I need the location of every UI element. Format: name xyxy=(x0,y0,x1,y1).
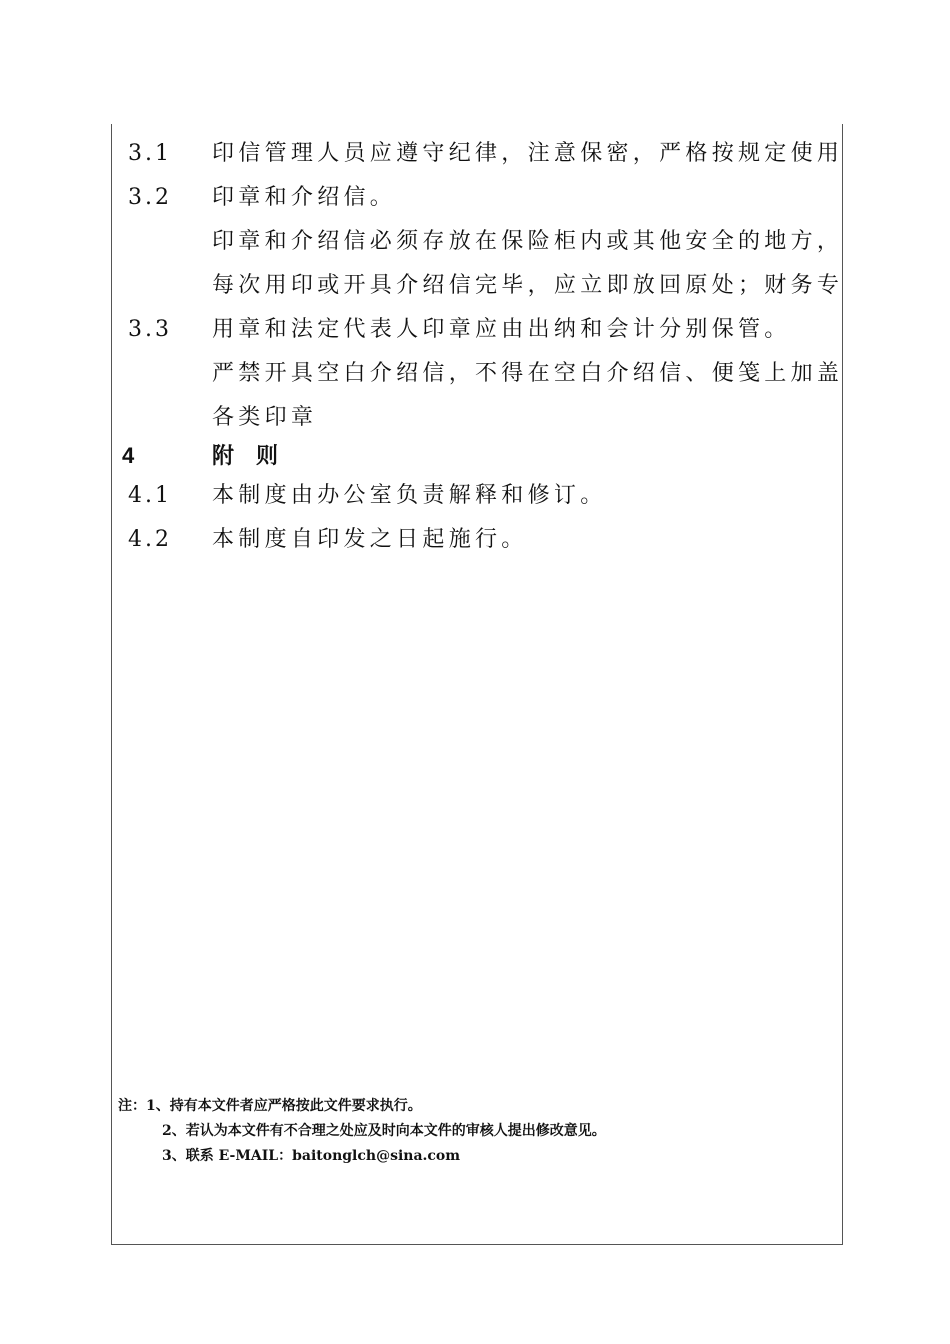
item-number: 4.2 xyxy=(128,527,172,552)
body-text: 本制度自印发之日起施行。 xyxy=(212,527,528,552)
body-text: 印信管理人员应遵守纪律，注意保密，严格按规定使用 xyxy=(212,141,844,166)
item-number: 4.1 xyxy=(128,483,172,508)
body-text: 印章和介绍信必须存放在保险柜内或其他安全的地方， xyxy=(212,229,844,254)
item-number: 3.2 xyxy=(128,185,172,210)
note-text: 3、联系 E-MAIL：baitonglch@sina.com xyxy=(162,1148,461,1164)
item-number: 3.1 xyxy=(128,141,172,166)
section-number: 4 xyxy=(122,443,135,468)
note-line-2 xyxy=(118,1119,606,1144)
notes-label: 注： xyxy=(118,1098,146,1114)
body-text: 各类印章 xyxy=(212,405,318,430)
notes-block xyxy=(118,1094,606,1169)
body-text: 每次用印或开具介绍信完毕，应立即放回原处；财务专 xyxy=(212,273,844,298)
note-line-1 xyxy=(118,1094,606,1119)
body-text: 用章和法定代表人印章应由出纳和会计分别保管。 xyxy=(212,317,791,342)
document-frame xyxy=(111,124,843,1245)
note-text: 2、若认为本文件有不合理之处应及时向本文件的审核人提出修改意见。 xyxy=(162,1123,606,1139)
item-number: 3.3 xyxy=(128,317,172,342)
note-line-3 xyxy=(118,1144,606,1169)
body-text: 本制度由办公室负责解释和修订。 xyxy=(212,483,607,508)
body-text: 印章和介绍信。 xyxy=(212,185,397,210)
section-title: 附 则 xyxy=(212,443,279,469)
body-text: 严禁开具空白介绍信，不得在空白介绍信、便笺上加盖 xyxy=(212,361,844,386)
note-text: 1、持有本文件者应严格按此文件要求执行。 xyxy=(146,1098,422,1114)
